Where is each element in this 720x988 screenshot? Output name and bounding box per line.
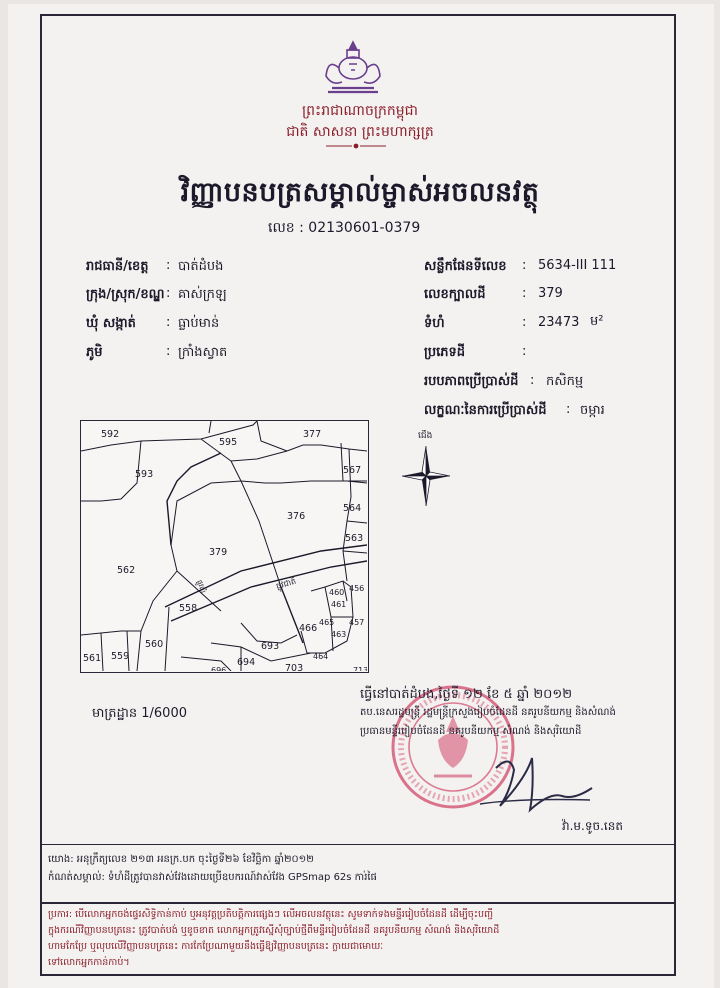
parcel-number-label: លេខក្បាលដី	[424, 287, 486, 302]
parcel-563: 563	[345, 533, 364, 544]
survey-note: កំណត់សម្គាល់: ទំហំដីត្រូវបានវាស់វែងដោយប្រើឧបករណ៍វាស់វែង GPSmap 62s ការ់ផៃ	[48, 872, 377, 883]
map-sheet-value: 5634-III 111	[538, 258, 617, 273]
commune-value: ធ្លាប់មាន់	[178, 316, 220, 331]
parcel-694: 694	[237, 657, 256, 668]
cert-number-label: លេខ	[268, 220, 295, 236]
footer-divider	[42, 844, 676, 845]
village-label: ភូមិ	[86, 345, 103, 360]
signatory-title-2: ប្រធានមន្ទីររៀបចំដែនដី នគរូបនីយកម្ម សំណង់ និងសុរិយោដី	[360, 726, 582, 737]
parcel-696: 696	[211, 666, 227, 671]
parcel-560: 560	[145, 639, 164, 650]
ornament-divider	[326, 143, 386, 149]
commune-label: ឃុំ សង្កាត់	[86, 316, 136, 331]
land-use-type-label: លក្ខណៈនៃការប្រើប្រាស់ដី	[424, 403, 547, 418]
cert-number-value: 02130601-0379	[308, 220, 421, 236]
parcel-377: 377	[303, 429, 322, 440]
parcel-376: 376	[287, 511, 306, 522]
parcel-693: 693	[261, 641, 280, 652]
area-label: ទំហំ	[424, 316, 445, 331]
legal-reference: យោង: អនុក្រឹត្យលេខ ២១៣ អនក្រ.បក ចុះថ្ងៃទី២៦ ខែវិច្ឆិកា ឆ្នាំ២០១២	[48, 854, 314, 865]
area-unit: ម²	[590, 314, 604, 329]
certificate-number: លេខ : 02130601-0379	[268, 220, 421, 236]
parcel-number-value: 379	[538, 286, 563, 301]
province-value: បាត់ដំបង	[178, 259, 224, 274]
parcel-465: 465	[319, 618, 335, 627]
parcel-463: 463	[331, 630, 347, 639]
officer-name: វ៉ា.ម.ទូច.នេត	[562, 819, 623, 833]
notice-line-3: ហាមកែប្រែ ឬលុបលើវិញ្ញាបនបត្រនេះ ការកែប្រែណាមួយនឹងធ្វើឱ្យវិញ្ញាបនបត្រនេះ ក្លាយជាមោឃៈ	[48, 941, 384, 952]
parcel-564: 564	[343, 503, 362, 514]
motto-heading: ជាតិ សាសនា ព្រះមហាក្សត្រ	[286, 124, 434, 140]
land-use-value: កសិកម្ម	[546, 374, 584, 389]
map-sheet-label: សន្លឹកផែនទីលេខ	[424, 259, 507, 274]
parcel-593: 593	[135, 469, 154, 480]
parcel-595: 595	[219, 437, 238, 448]
notice-line-1: ប្រការ: បើលោកអ្នកចង់ផ្ទេរសិទ្ធិកាន់កាប់ ឬអនុវត្តប្រតិបត្តិការផ្សេងៗ លើអចលនវត្ថុនេះ សូមទាក់ទងមន្ទីររៀបចំដែនដី ដើម្បីចុះបញ្ជី	[48, 909, 494, 920]
parcel-558: 558	[179, 603, 198, 614]
parcel-456: 456	[349, 584, 365, 593]
royal-crest-icon	[318, 38, 388, 94]
parcel-plan	[81, 421, 367, 671]
parcel-461: 461	[331, 600, 347, 609]
province-label: រាជធានី/ខេត្ត	[86, 259, 149, 274]
parcel-592: 592	[101, 429, 120, 440]
road-label-national: ផ្លូវជាតិ	[275, 576, 298, 591]
parcel-562: 562	[117, 565, 136, 576]
issue-place-date: ធ្វើនៅបាត់ដំបង,ថ្ងៃទី ១២ ខែ ៥ ឆ្នាំ ២០១២	[360, 687, 573, 702]
north-label: ជើង	[418, 431, 433, 441]
notice-line-4: ទៅលោកអ្នកកាន់កាប់។	[48, 957, 130, 968]
parcel-559: 559	[111, 651, 130, 662]
kingdom-heading: ព្រះរាជាណាចក្រកម្ពុជា	[301, 103, 418, 119]
land-use-type-value: ចម្ការ	[580, 403, 605, 418]
parcel-457: 457	[349, 618, 365, 627]
notice-line-2: ក្នុងករណីវិញ្ញាបនបត្រនេះ ត្រូវបាត់បង់ ឬខូចខាត លោកអ្នកត្រូវស្នើសុំច្បាប់ថ្មីពីមន្ទីររៀបចំដែនដី នគរូបនីយកម្ម សំណង់ និងសុរិយោដី	[48, 925, 500, 936]
district-value: គាស់ក្រឡ	[178, 287, 227, 302]
village-value: ក្រាំងស្វាត	[178, 345, 228, 360]
handwritten-signature	[470, 748, 600, 818]
north-arrow-icon	[400, 430, 454, 510]
parcel-561: 561	[83, 653, 102, 664]
parcel-460: 460	[329, 588, 345, 597]
parcel-379: 379	[209, 547, 228, 558]
map-scale: មាត្រដ្ឋាន 1/6000	[92, 706, 187, 721]
land-use-label: របបភាពប្រើប្រាស់ដី	[424, 374, 519, 389]
parcel-466: 466	[299, 623, 318, 634]
area-value: 23473	[538, 315, 580, 330]
certificate-title: វិញ្ញាបនបត្រសម្គាល់ម្ចាស់អចលនវត្ថុ	[180, 177, 540, 208]
parcel-703: 703	[285, 663, 304, 671]
signatory-title-1: តប.នេសរដ្ឋមន្ត្រី រដ្ឋមន្ត្រីក្រសួងរៀបចំដែនដី នគរូបនីយកម្ម និងសំណង់	[360, 707, 616, 718]
cadastral-map	[80, 420, 369, 673]
parcel-464: 464	[313, 652, 329, 661]
district-label: ក្រុង/ស្រុក/ខណ្ឌ	[86, 287, 165, 302]
parcel-713: 713	[353, 666, 367, 671]
parcel-567: 567	[343, 465, 362, 476]
road-label-track: ផ្លូវលំ	[195, 578, 208, 595]
land-type-label: ប្រភេទដី	[424, 345, 466, 360]
